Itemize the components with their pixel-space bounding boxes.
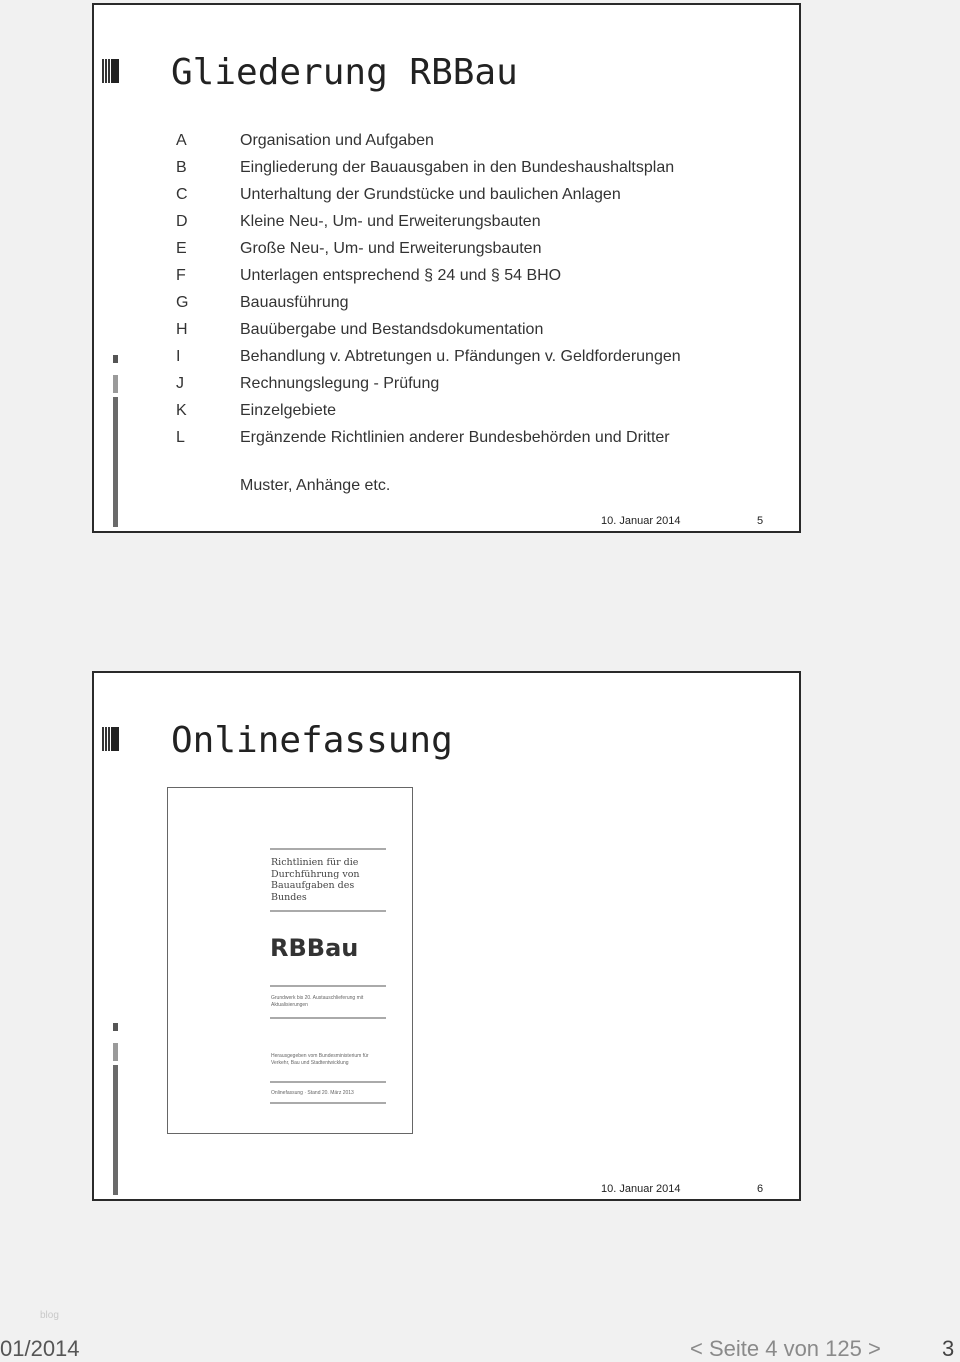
cover-rule (270, 1102, 386, 1104)
outline-letter: B (176, 158, 187, 176)
title-marker-icon (102, 59, 119, 83)
slide-number: 5 (757, 515, 764, 527)
watermark: blog (40, 1310, 59, 1321)
outline-letter: E (176, 239, 187, 257)
outline-letter: D (176, 212, 188, 230)
cover-rule (270, 910, 386, 912)
slide-gliederung (92, 3, 801, 533)
slide-title: Gliederung RBBau (171, 52, 518, 93)
side-bar (113, 397, 118, 527)
side-bar (113, 1065, 118, 1195)
outline-text: Bauausführung (240, 293, 349, 311)
slide-number: 6 (757, 1183, 764, 1195)
cover-heading: Richtlinien für die Durchführung von Bauaufgaben des Bundes (271, 857, 360, 903)
outline-item (176, 235, 776, 262)
outline-item (176, 127, 776, 154)
side-bar-accent (113, 375, 118, 393)
outline-letter: L (176, 428, 185, 446)
slide-title: Onlinefassung (171, 720, 453, 761)
outline-item (176, 154, 776, 181)
outline-item (176, 316, 776, 343)
outline-text: Ergänzende Richtlinien anderer Bundesbehörden und Dritter (240, 428, 670, 446)
outline-text: Rechnungslegung - Prüfung (240, 374, 440, 392)
cover-title: RBBau (270, 934, 359, 962)
outline-item (176, 208, 776, 235)
page-navigation[interactable]: < Seite 4 von 125 > (690, 1336, 881, 1361)
outline-text: Große Neu-, Um- und Erweiterungsbauten (240, 239, 542, 257)
outline-text: Kleine Neu-, Um- und Erweiterungsbauten (240, 212, 541, 230)
page-index: 3 (942, 1336, 955, 1361)
outline-letter: I (176, 347, 181, 365)
outline-letter: K (176, 401, 187, 419)
outline-item (176, 424, 776, 451)
outline-letter: F (176, 266, 186, 284)
cover-rule (270, 1017, 386, 1019)
outline-list (176, 127, 776, 451)
outline-text: Unterhaltung der Grundstücke und baulichen Anlagen (240, 185, 621, 203)
side-bar-accent (113, 1043, 118, 1061)
outline-item (176, 343, 776, 370)
outline-letter: J (176, 374, 184, 392)
cover-rule (270, 848, 386, 850)
appendix-note: Muster, Anhänge etc. (240, 477, 391, 494)
outline-text: Organisation und Aufgaben (240, 131, 434, 149)
title-marker-icon (102, 727, 119, 751)
outline-item (176, 397, 776, 424)
cover-publisher: Herausgegeben vom Bundesministerium für Verkehr, Bau und Stadtentwicklung (271, 1053, 369, 1066)
slide-onlinefassung (92, 671, 801, 1201)
outline-letter: C (176, 185, 188, 203)
outline-item (176, 181, 776, 208)
outline-item (176, 370, 776, 397)
slide-date: 10. Januar 2014 (601, 515, 681, 527)
slide-date: 10. Januar 2014 (601, 1183, 681, 1195)
document-cover-thumbnail (167, 787, 413, 1134)
cover-subtitle: Grundwerk bis 20. Austauschlieferung mit Aktualisierungen (271, 995, 364, 1008)
outline-text: Behandlung v. Abtretungen u. Pfändungen v. Geldforderungen (240, 347, 681, 365)
side-bar-accent (113, 355, 118, 363)
outline-text: Einzelgebiete (240, 401, 337, 419)
cover-edition: Onlinefassung · Stand 20. März 2013 (271, 1090, 354, 1096)
outline-item (176, 289, 776, 316)
cover-rule (270, 985, 386, 987)
side-bar-accent (113, 1023, 118, 1031)
outline-text: Eingliederung der Bauausgaben in den Bundeshaushaltsplan (240, 158, 675, 176)
date-label: 01/2014 (0, 1336, 80, 1361)
outline-letter: A (176, 131, 187, 149)
outline-item (176, 262, 776, 289)
outline-text: Unterlagen entsprechend § 24 und § 54 BHO (240, 266, 562, 284)
outline-letter: H (176, 320, 188, 338)
cover-rule (270, 1081, 386, 1083)
outline-letter: G (176, 293, 189, 311)
outline-text: Bauübergabe und Bestandsdokumentation (240, 320, 544, 338)
